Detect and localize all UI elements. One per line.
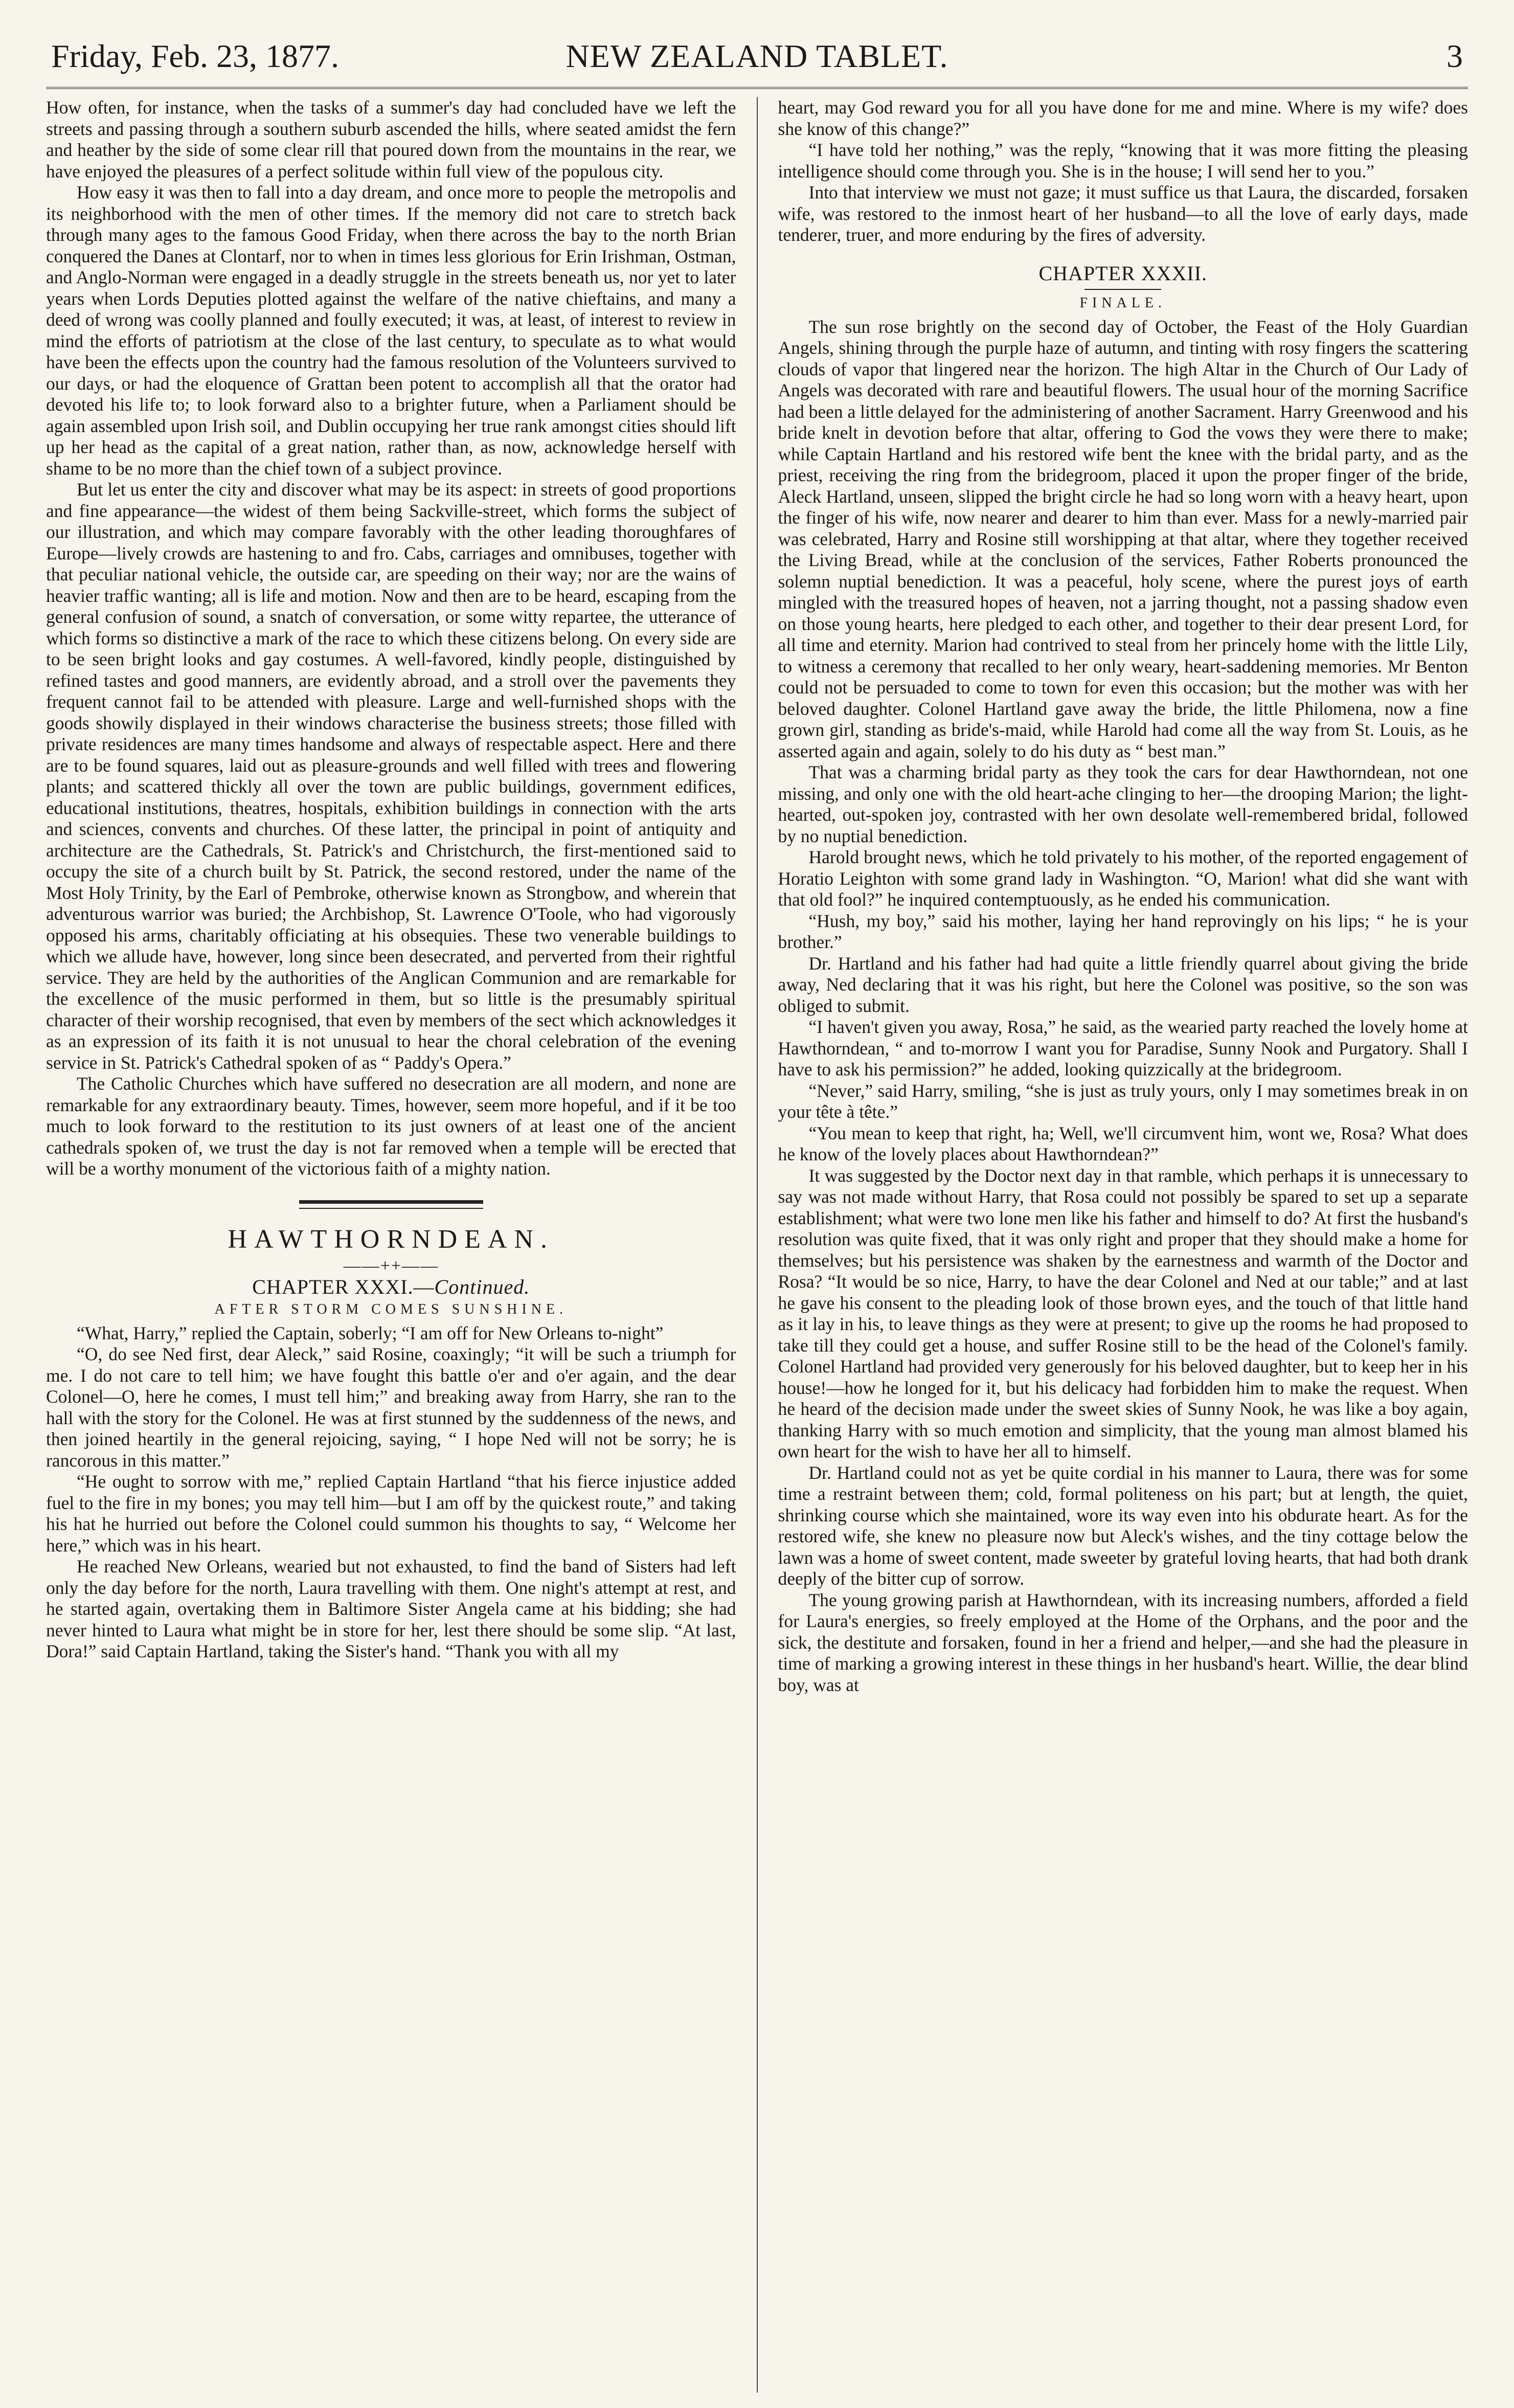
chapter-subtitle: AFTER STORM COMES SUNSHINE. [214, 1301, 568, 1317]
story-paragraph: Dr. Hartland and his father had had quite a little friendly quarrel about giving the bride away, Ned declaring that it was his right, but here the Colonel was positive, so the son was obliged to submit. [778, 953, 1468, 1016]
columns [46, 97, 1468, 2393]
story-paragraph: “I have told her nothing,” was the reply, “knowing that it was more fitting the pleasing intelligence should come through you. She is in the house; I will send her to you.” [778, 140, 1468, 182]
story-paragraph: He reached New Orleans, wearied but not exhausted, to find the band of Sisters had left only the day before for the north, Laura travelling with them. One night's attempt at rest, and he started again, overtaking them in Baltimore Sister Angela came at his bidding; she had never hinted to Laura what might be in store for her, lest there should be some slip. “At last, Dora!” said Captain Hartland, taking the Sister's hand. “Thank you with all my [46, 1556, 736, 1661]
chapter-rule [1084, 289, 1161, 290]
article-paragraph: How often, for instance, when the tasks of a summer's day had concluded have we left the streets and passing through a southern suburb ascended the hills, where seated amidst the fern and heather by the side of some clear rill that poured down from the mountains in the rear, we have enjoyed the pleasures of a perfect solitude within full view of the populous city. [46, 97, 736, 182]
story-paragraph: Into that interview we must not gaze; it must suffice us that Laura, the discarded, forsaken wife, was restored to the inmost heart of her husband—to all the love of early days, made tenderer, truer, and more enduring by the fires of adversity. [778, 182, 1468, 245]
story-paragraph: The sun rose brightly on the second day of October, the Feast of the Holy Guardian Angels, shining through the purple haze of autumn, and tinting with rosy fingers the scattering clouds of vapor that lingered near the horizon. The high Altar in the Church of Our Lady of Angels was decorated with rare and beautiful flowers. The usual hour of the morning Sacrifice had been a little delayed for the administering of another Sacrament. Harry Greenwood and his bride knelt in devotion before that altar, offering to God the vows they were there to make; while Captain Hartland and his restored wife bent the knee with the bridal party, and as the priest, receiving the ring from the bridegroom, placed it upon the proper finger of the bride, Aleck Hartland, unseen, slipped the bright circle he had so long worn with a heavy heart, upon the finger of his wife, now nearer and dearer to him than ever. Mass for a newly-married pair was celebrated, Harry and Rosine still worshipping at that altar, where they together received the Living Bread, while at the conclusion of the services, Father Roberts pronounced the solemn nuptial benediction. It was a peaceful, holy scene, where the purest joys of earth mingled with the treasured hopes of heaven, not a jarring thought, not a passing shadow even on those young hearts, here pledged to each other, and together to their dear present Lord, for all time and eternity. Marion had contrived to steal from her princely home with the little Lily, to witness a ceremony that recalled to her only weary, heart-saddening memories. Mr Benton could not be persuaded to come to town for even this occasion; but the mother was with her beloved daughter. Colonel Hartland gave away the bride, the little Philomena, now a fine grown girl, standing as bride's-maid, while Harold had come all the way from St. Louis, as he asserted again and again, solely to do his duty as “ best man.” [778, 316, 1468, 761]
chapter-heading [46, 1275, 736, 1299]
story-paragraph: “You mean to keep that right, ha; Well, we'll circumvent him, wont we, Rosa? What does he know of the lovely places about Hawthorndean?” [778, 1122, 1468, 1164]
title-ornament: ——++—— [343, 1256, 439, 1275]
chapter-subtitle: FINALE. [1079, 295, 1167, 311]
divider-thick-rule [299, 1200, 483, 1204]
story-paragraph: It was suggested by the Doctor next day in that ramble, which perhaps it is unnecessary to say was not made without Harry, that Rosa could not possibly be spared to set up a separate establishment; what were two lone men like his father and himself to do? At first the husband's resolution was quite fixed, that it was only right and proper that they should make a home for themselves; but his persistence was shaken by the earnestness and warmth of the Doctor and Rosa? “It would be so nice, Harry, to have the dear Colonel and Ned at our table;” and at last he gave his consent to the pleading look of those brown eyes, and the touch of that little hand as it lay in his, to leave things as they were at present; to give up the rooms he had proposed to take till they could get a house, and suffer Rosine still to be the head of the Colonel's family. Colonel Hartland had provided very generously for his beloved daughter, but to keep her in his house!—how he longed for it, but his delicacy had forbidden him to make the request. When he heard of the decision made under the sweet skies of Sunny Nook, he was like a boy again, thanking Harry with so much emotion and simplicity, that the young man almost blamed his own heart for the wish to have her all to himself. [778, 1165, 1468, 1461]
story-paragraph: “Never,” said Harry, smiling, “she is just as truly yours, only I may sometimes break in on your tête à tête.” [778, 1080, 1468, 1122]
story-paragraph: The young growing parish at Hawthorndean, with its increasing numbers, afforded a field for Laura's energies, so freely employed at the Home of the Orphans, and the poor and the sick, the destitute and forsaken, found in her a friend and helper,—and she had the pleasure in time of marking a growing interest in these things in her husband's heart. Willie, the dear blind boy, was at [778, 1589, 1468, 1695]
article-paragraph: But let us enter the city and discover what may be its aspect: in streets of good proportions and fine appearance—the widest of them being Sackville-street, which forms the subject of our illustration, and which may compare favorably with the other leading thoroughfares of Europe—lively crowds are hastening to and fro. Cabs, carriages and omnibuses, together with that peculiar national vehicle, the outside car, are speeding on their way; nor are the wains of heavier traffic wanting; all is life and motion. Now and then are to be heard, escaping from the general confusion of sound, a snatch of conversation, or some witty repartee, the utterance of which forms so distinctive a mark of the race to which these citizens belong. On every side are to be seen bright looks and gay costumes. A well-favored, kindly people, distinguished by refined tastes and good manners, are evidently abroad, and a stroll over the pavements they frequent cannot fail to be attended with pleasure. Large and well-furnished shops with the goods showily displayed in their windows characterise the business streets; those filled with private residences are many times handsome and always of respectable aspect. Here and there are to be found squares, laid out as pleasure-grounds and well filled with trees and flowering plants; and scattered thickly all over the town are public buildings, government edifices, educational institutions, theatres, hospitals, exhibition buildings in connection with the arts and sciences, convents and churches. Of these latter, the principal in point of antiquity and architecture are the Cathedrals, St. Patrick's and Christchurch, the first-mentioned said to occupy the site of a church built by St. Patrick, the second restored, under the name of the Most Holy Trinity, by the Earl of Pembroke, otherwise known as Strongbow, and wherein that adventurous warrior was buried; the Archbishop, St. Lawrence O'Toole, who had vigorously opposed his arms, charitably officiating at his obsequies. These two venerable buildings to which we allude have, however, long since been desecrated, and perverted from their rightful service. They are held by the authorities of the Anglican Communion and are remarkable for the excellence of the music performed in them, but so little is the presumably spiritual character of their worship recognised, that even by members of the sect which acknowledges it as an expression of its faith it is not unusual to hear the choral celebration of the evening service in St. Patrick's Cathedral spoken of as “ Paddy's Opera.” [46, 479, 736, 1073]
section-divider [46, 1200, 736, 1209]
story-paragraph: “He ought to sorrow with me,” replied Captain Hartland “that his fierce injustice added fuel to the fire in my bones; you may tell him—but I am off by the quickest route,” and taking his hat he hurried out before the Colonel could summon his thoughts to say, “ Welcome her here,” which was in his heart. [46, 1471, 736, 1556]
right-column [757, 97, 1468, 2393]
story-paragraph: “What, Harry,” replied the Captain, soberly; “I am off for New Orleans to-night” [77, 1322, 664, 1343]
issue-date: Friday, Feb. 23, 1877. [51, 38, 339, 74]
story-paragraph: Dr. Hartland could not as yet be quite cordial in his manner to Laura, there was for some time a restraint between them; cold, formal politeness on his part; but at length, the quiet, shrinking course which she maintained, wore its way even into his obdurate heart. As for the restored wife, she knew no pleasure now but Aleck's wishes, and the tiny cottage below the lawn was a home of sweet content, made sweeter by grateful loving hearts, that had both drank deeply of the bitter cup of sorrow. [778, 1462, 1468, 1589]
page-number: 3 [1447, 38, 1463, 74]
chapter-continued: Continued. [434, 1275, 530, 1298]
masthead [46, 31, 1468, 89]
story-paragraph: Harold brought news, which he told privately to his mother, of the reported engagement of Horatio Leighton with some grand lady in Washington. “O, Marion! what did she want with that old fool?” he inquired contemptuously, as he ended his communication. [778, 847, 1468, 910]
chapter-number: CHAPTER XXXI.— [252, 1275, 435, 1298]
story-paragraph: heart, may God reward you for all you have done for me and mine. Where is my wife? does she know of this change?” [778, 97, 1468, 139]
article-paragraph: How easy it was then to fall into a day dream, and once more to people the metropolis and its neighborhood with the men of other times. If the memory did not care to stretch back through many ages to the famous Good Friday, when there across the bay to the north Brian conquered the Danes at Clontarf, nor to when in times less glorious for Erin Irishman, Ostman, and Anglo-Norman were engaged in a deadly struggle in the streets beneath us, nor yet to later years when Lords Deputies plotted against the welfare of the native chieftains, and many a deed of wrong was coolly planned and foully executed; it was, at least, of interest to review in mind the efforts of patriotism at the close of the last century, to speculate as to what would have been the effects upon the country had the famous resolution of the Volunteers survived to our days, or had the eloquence of Grattan been potent to accomplish all that the orator had devoted his life to; to look forward also to a brighter future, when a Parliament should be again assembled upon Irish soil, and Dublin occupying her true rank amongst cities should lift up her head as the capital of a great nation, rather than, as now, acknowledge herself with shame to be no more than the chief town of a subject province. [46, 182, 736, 479]
chapter-heading: CHAPTER XXXII. [1038, 261, 1208, 285]
divider-thin-rule [299, 1208, 483, 1209]
story-title: HAWTHORNDEAN. [228, 1224, 555, 1254]
story-paragraph: “O, do see Ned first, dear Aleck,” said Rosine, coaxingly; “it will be such a triumph for me. I do not care to tell him; we have fought this battle o'er and o'er again, and the dear Colonel—O, here he comes, I must tell him;” and breaking away from Harry, she ran to the hall with the story for the Colonel. He was at first stunned by the suddenness of the news, and then joined heartily in the general rejoicing, saying, “ I hope Ned will not be sorry; he is rancorous in this matter.” [46, 1344, 736, 1471]
story-paragraph: “Hush, my boy,” said his mother, laying her hand reprovingly on his lips; “ he is your brother.” [778, 910, 1468, 952]
story-paragraph: That was a charming bridal party as they took the cars for dear Hawthorndean, not one missing, and only one with the old heart-ache clinging to her—the drooping Marion; the light-hearted, out-spoken joy, contrasted with her own desolate well-remembered bridal, followed by no nuptial benediction. [778, 762, 1468, 846]
article-paragraph: The Catholic Churches which have suffered no desecration are all modern, and none are remarkable for any extraordinary beauty. Times, however, seem more hopeful, and if it be too much to look forward to the restitution to its just owners of at least one of the ancient cathedrals spoken of, we trust the day is not far removed when a temple will be erected that will be a worthy monument of the victorious faith of a mighty nation. [46, 1073, 736, 1179]
left-column [46, 97, 757, 2393]
story-paragraph: “I haven't given you away, Rosa,” he said, as the wearied party reached the lovely home at Hawthorndean, “ and to-morrow I want you for Paradise, Sunny Nook and Purgatory. Shall I have to ask his permission?” he added, looking quizzically at the bridegroom. [778, 1017, 1468, 1079]
newspaper-title: NEW ZEALAND TABLET. [566, 38, 948, 74]
